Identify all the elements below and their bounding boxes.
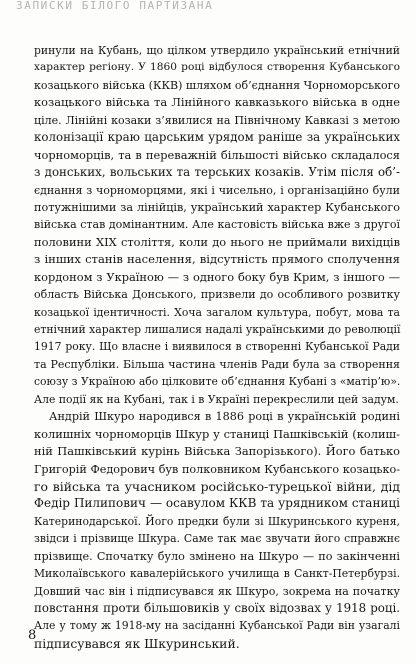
text-line: звідси і прізвище Шкура. Саме так має звучати його справжнє	[34, 532, 400, 546]
page-number: 8	[28, 628, 37, 643]
body-text	[34, 42, 400, 652]
text-line: ринули на Кубань, що цілком утвердило український етнічний	[34, 44, 400, 57]
text-line: союзу з Україною або цілковите об’єднання Кубані з «матір’ю».	[34, 375, 401, 389]
text-line: колишніх чорноморців Шкур у станиці Пашківській (колиш-	[34, 426, 400, 441]
text-line: чорноморців, та в переважній більшості військо складалося	[34, 147, 400, 162]
text-line: прізвище. Спочатку було змінено на Шкуро — по закінченні	[34, 549, 400, 563]
text-line: етнічний характер лишалися надалі українськими до революції	[34, 323, 401, 336]
text-line: область Війська Донського, призвели до особливого розвитку	[34, 288, 400, 302]
text-line: кордоном з Україною — з одного боку був Крим, з іншого —	[34, 269, 400, 284]
text-line: з донських, вольських та терських козаків. Утім після об’-	[34, 165, 400, 180]
text-line: Катеринодарської. Його предки були зі Шкуринського куреня,	[34, 514, 400, 528]
text-line: половини XIX століття, коли до нього не приймали вихідців	[34, 234, 400, 249]
text-line: повстання проти більшовиків у своїх відозвах у 1918 році.	[34, 601, 400, 615]
text-line: ній Пашківський курінь Війська Запорізького). Його батько	[34, 444, 400, 459]
text-line: та Республіки. Більша частина членів Ради була за створення	[34, 357, 400, 371]
text-line: козацького війська та Лінійного кавказького війська в одне	[34, 95, 400, 110]
text-line: Григорій Федорович був полковником Кубанського козацько-	[34, 462, 400, 476]
text-line: єднання з чорноморцями, які і чисельно, і організаційно були	[34, 183, 400, 197]
text-line: потужнішими за лінійців, український характер Кубанського	[34, 200, 400, 214]
text-line: Довший час він і підписувався як Шкуро, зокрема на початку	[34, 584, 400, 598]
text-line: колонізації краю царським урядом раніше за українських	[34, 130, 400, 145]
text-line: Андрій Шкуро народився в 1886 році в українській родині	[49, 410, 400, 424]
text-line: з інших станів населення, відсутність прямого сполучення	[34, 252, 400, 267]
text-line: підписувався як Шкуринський.	[34, 635, 240, 651]
text-line: ціле. Лінійні козаки з’явилися на Північному Кавказі з метою	[34, 113, 400, 127]
text-line: Федір Пилипович — осавулом ККВ та урядником станиці	[34, 496, 400, 511]
text-line: війська став домінантним. Але кастовість війська вже з другої	[34, 218, 400, 232]
text-line: характер регіону. У 1860 році відбулося створення Кубанського	[34, 61, 400, 74]
text-line: го війська та учасником російсько-турецької війни, дід	[34, 478, 400, 494]
text-line: 1917 року. Що власне і виявилося в створенні Кубанської Ради	[34, 340, 400, 354]
text-line: козацької ідентичності. Хоча загалом культура, побут, мова та	[34, 305, 400, 319]
running-head: ЗАПИСКИ БІЛОГО ПАРТИЗАНА	[16, 0, 214, 12]
text-line: Миколаївського кавалерійського училища в Санкт-Петербурзі.	[34, 567, 400, 581]
text-line: Але події як на Кубані, так і в Україні перекреслили цей задум.	[34, 392, 399, 406]
text-line: козацького війська (ККВ) шляхом об’єднання Чорноморського	[34, 78, 400, 92]
text-line: Але у тому ж 1918-му на засіданні Кубанської Ради він узагалі	[34, 619, 400, 633]
